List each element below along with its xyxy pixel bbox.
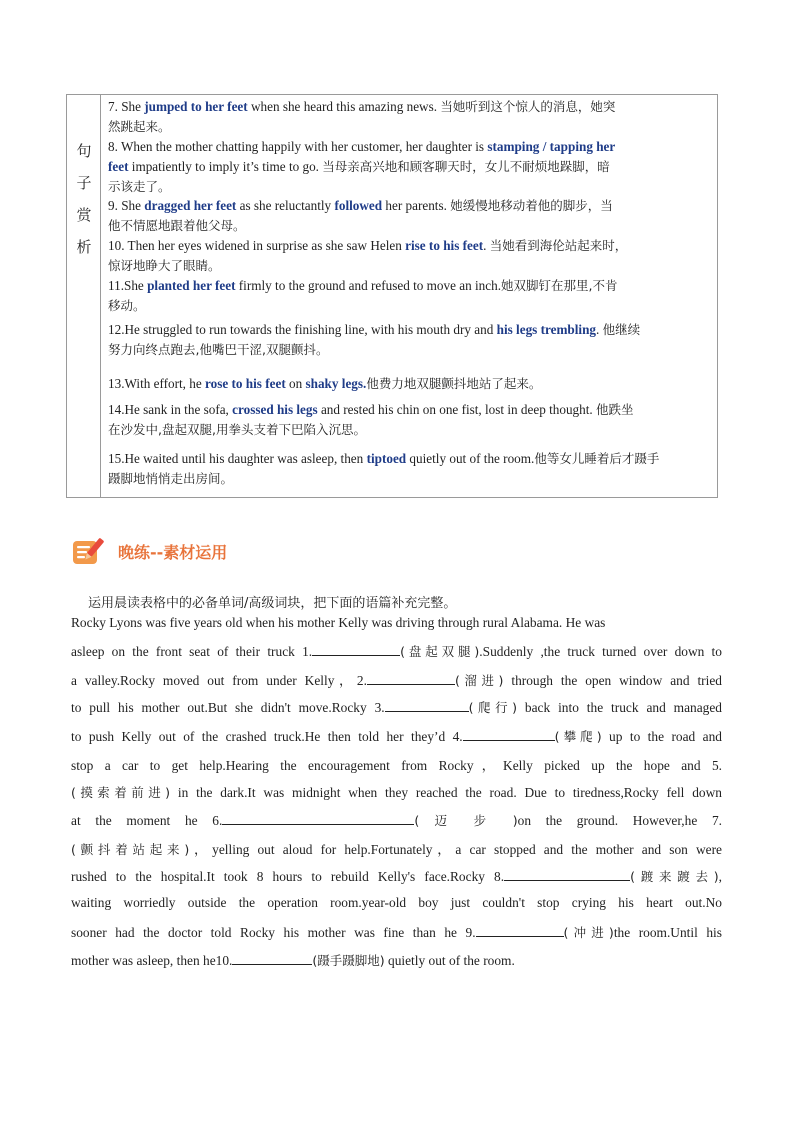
- highlight-phrase: rose to his feet: [205, 376, 286, 391]
- chinese-text: (攀爬): [554, 729, 602, 744]
- passage-line: [71, 755, 722, 774]
- text-run: her parents.: [382, 198, 451, 213]
- chinese-text: 在沙发中,盘起双腿,用拳头支着下巴陷入沉思。: [108, 422, 366, 437]
- chinese-text: 移动。: [108, 298, 146, 313]
- chinese-text: 惊讶地睁大了眼睛。: [108, 258, 221, 273]
- passage-line: [71, 727, 722, 745]
- chinese-text: (盘起双腿): [400, 644, 480, 659]
- answer-blank[interactable]: [232, 952, 312, 965]
- text-run: 7. She: [108, 99, 145, 114]
- sentence-line: [108, 340, 716, 360]
- table-label-char: 句: [76, 142, 92, 160]
- chinese-text: (溜进): [454, 673, 504, 688]
- highlight-phrase: shaky legs.: [305, 376, 367, 391]
- sentence-line: [108, 449, 716, 469]
- text-run: to push Kelly out of the crashed truck.He then told her they’d 4.: [71, 729, 463, 744]
- chinese-text: 他费力地双腿颤抖地站了起来。: [366, 376, 542, 391]
- text-run: 9. She: [108, 198, 145, 213]
- highlight-phrase: followed: [334, 198, 383, 213]
- highlight-phrase: jumped to her feet: [144, 99, 248, 114]
- text-run: .Suddenly ,the truck turned over down to: [479, 644, 722, 659]
- text-run: mother was asleep, then he10.: [71, 953, 233, 968]
- chinese-text: 蹑脚地悄悄走出房间。: [108, 471, 234, 486]
- text-run: when she heard this amazing news.: [247, 99, 441, 114]
- passage-line: [71, 895, 722, 911]
- text-run: a valley.Rocky moved out from under Kelly，2.: [71, 673, 367, 688]
- text-run: firmly to the ground and refused to move an inch.: [235, 278, 501, 293]
- text-run: rushed to the hospital.It took 8 hours to rebuild Kelly's face.Rocky 8.: [71, 869, 505, 884]
- highlight-phrase: dragged her feet: [144, 198, 237, 213]
- text-run: quietly out of the room.: [384, 953, 515, 968]
- sentence-line: [108, 216, 716, 236]
- text-run: at the moment he 6.: [71, 813, 223, 828]
- sentence-line: [108, 97, 716, 117]
- section-title: 晚练--素材运用: [118, 543, 228, 562]
- notebook-pencil-icon: [70, 536, 104, 568]
- chinese-text: 然跳起来。: [108, 119, 171, 134]
- text-run: to pull his mother out.But she didn't move.Rocky 3.: [71, 700, 385, 715]
- sentence-analysis-table: [66, 94, 718, 498]
- text-run: back into the truck and managed: [517, 700, 723, 715]
- chinese-text: 他等女儿睡着后才蹑手: [534, 451, 660, 466]
- chinese-text: 她双脚钉在那里,不肯: [501, 278, 618, 293]
- answer-blank[interactable]: [222, 812, 414, 825]
- sentence-line: [108, 236, 716, 256]
- chinese-text: (爬行): [468, 700, 518, 715]
- table-label-char: 赏: [76, 206, 92, 224]
- text-run: sooner had the doctor told Rocky his mother was fine than he 9.: [71, 925, 476, 940]
- passage-line: [71, 839, 722, 858]
- text-run: in the dark.It was midnight when they reached the road. Due to tiredness,Rocky fell down: [170, 785, 722, 800]
- text-run: .: [483, 238, 490, 253]
- chinese-text: 当她看到海伦站起来时，: [489, 238, 628, 253]
- passage-line: [71, 783, 722, 801]
- chinese-text: (冲进): [563, 925, 614, 940]
- chinese-text: 她缓慢地移动着他的脚步，当: [450, 198, 613, 213]
- text-run: impatiently to imply it’s time to go.: [128, 159, 323, 174]
- passage-line: [71, 811, 722, 829]
- passage-line: [71, 698, 722, 716]
- instruction-text: 运用晨读表格中的必备单词/高级词块，把下面的语篇补充完整。: [88, 596, 457, 611]
- sentence-line: [108, 296, 716, 316]
- passage-line: [71, 670, 722, 689]
- text-run: on the ground. However,he 7.: [517, 813, 722, 828]
- passage-line: [71, 923, 722, 941]
- answer-blank[interactable]: [312, 643, 400, 656]
- text-run: waiting worriedly outside the operation room.year-old boy just couldn't stop crying his heart out.No: [71, 895, 722, 910]
- text-run: ，yelling out aloud for help.Fortunately，a car stopped and the mother and son were: [189, 842, 722, 857]
- answer-blank[interactable]: [476, 924, 564, 937]
- chinese-text: 努力向终点跑去,他嘴巴干涩,双腿颤抖。: [108, 342, 329, 357]
- sentence-line: [108, 117, 716, 137]
- text-run: .: [596, 322, 603, 337]
- sentence-line: [108, 400, 716, 420]
- highlight-phrase: tiptoed: [366, 451, 407, 466]
- text-run: and rested his chin on one fist, lost in deep thought.: [317, 402, 597, 417]
- text-run: ,: [718, 869, 722, 884]
- sentence-line: [108, 177, 716, 197]
- sentence-line: [108, 157, 716, 177]
- highlight-phrase: his legs trembling: [496, 322, 597, 337]
- chinese-text: 当她听到这个惊人的消息，她突: [440, 99, 616, 114]
- text-run: 8. When the mother chatting happily with her customer, her daughter is: [108, 139, 488, 154]
- text-run: up to the road and: [601, 729, 722, 744]
- sentence-line: [108, 320, 716, 340]
- passage-line: [71, 615, 722, 631]
- chinese-text: (颤抖着站起来): [71, 842, 190, 857]
- highlight-phrase: feet: [108, 159, 129, 174]
- chinese-text: 他不情愿地跟着他父母。: [108, 218, 246, 233]
- answer-blank[interactable]: [504, 868, 630, 881]
- sentence-line: [108, 276, 716, 296]
- chinese-text: (摸索着前进): [71, 785, 171, 800]
- text-run: quietly out of the room.: [406, 451, 535, 466]
- answer-blank[interactable]: [367, 672, 455, 685]
- sentence-line: [108, 469, 716, 489]
- sentence-line: [108, 420, 716, 440]
- sentence-line: [108, 256, 716, 276]
- passage-line: [71, 867, 722, 885]
- highlight-phrase: planted her feet: [147, 278, 236, 293]
- chinese-text: ( 迈 步 ): [414, 813, 518, 828]
- sentence-line: [108, 374, 716, 394]
- chinese-text: 示该走了。: [108, 179, 171, 194]
- table-label-char: 析: [76, 238, 92, 256]
- chinese-text: 当母亲高兴地和顾客聊天时，女儿不耐烦地跺脚，暗: [322, 159, 610, 174]
- chinese-text: 他跌坐: [596, 402, 634, 417]
- table-label-char: 子: [76, 174, 92, 192]
- table-label-column: [67, 95, 101, 497]
- text-run: 11.She: [108, 278, 148, 293]
- text-run: 13.With effort, he: [108, 376, 206, 391]
- passage-line: [71, 951, 722, 969]
- text-run: through the open window and tried: [503, 673, 722, 688]
- answer-blank[interactable]: [463, 728, 555, 741]
- text-run: 12.He struggled to run towards the finishing line, with his mouth dry and: [108, 322, 497, 337]
- highlight-phrase: stamping / tapping her: [487, 139, 616, 154]
- highlight-phrase: rise to his feet: [405, 238, 484, 253]
- sentence-line: [108, 196, 716, 216]
- text-run: Rocky Lyons was five years old when his mother Kelly was driving through rural Alabama. He was: [71, 615, 606, 630]
- answer-blank[interactable]: [385, 699, 469, 712]
- text-run: the room.Until his: [613, 925, 722, 940]
- text-run: asleep on the front seat of their truck 1.: [71, 644, 313, 659]
- chinese-text: (踱来踱去): [630, 869, 719, 884]
- text-run: 15.He waited until his daughter was asleep, then: [108, 451, 367, 466]
- chinese-text: 他继续: [602, 322, 641, 337]
- sentence-line: [108, 137, 716, 157]
- text-run: on: [285, 376, 306, 391]
- passage-line: [71, 642, 722, 660]
- text-run: as she reluctantly: [236, 198, 335, 213]
- text-run: 10. Then her eyes widened in surprise as she saw Helen: [108, 238, 406, 253]
- highlight-phrase: crossed his legs: [232, 402, 318, 417]
- chinese-text: (蹑手蹑脚地): [312, 953, 385, 968]
- text-run: 14.He sank in the sofa,: [108, 402, 233, 417]
- text-run: stop a car to get help.Hearing the encouragement from Rocky，Kelly picked up the hope and 5.: [71, 758, 722, 773]
